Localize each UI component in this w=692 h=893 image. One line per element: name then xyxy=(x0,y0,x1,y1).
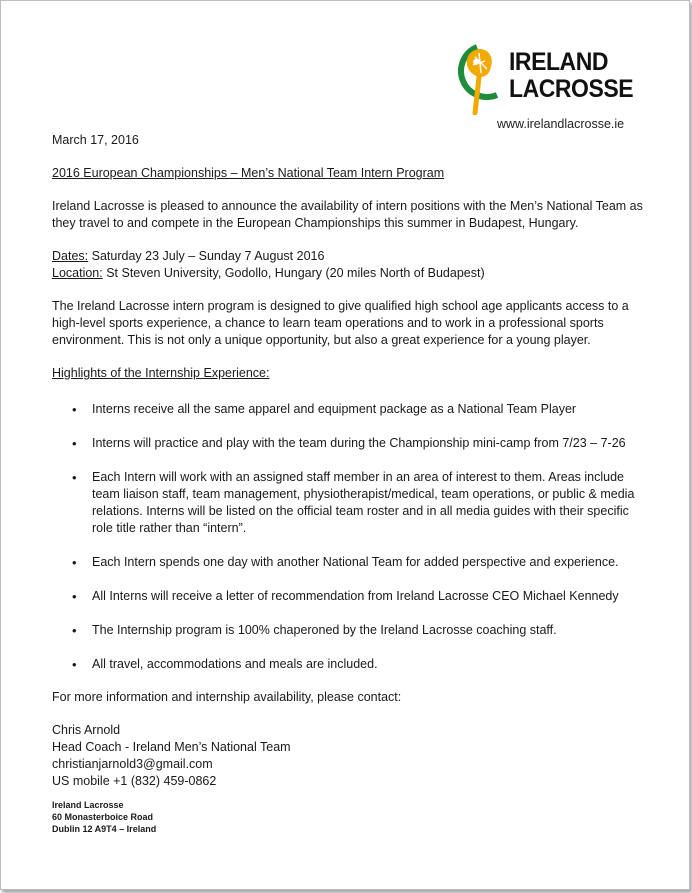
ireland-lacrosse-logo xyxy=(445,43,645,115)
website-url[interactable]: www.irelandlacrosse.ie xyxy=(497,117,625,131)
logo-line-ireland: IRELAND xyxy=(509,48,609,76)
letter-title: 2016 European Championships – Men’s National Team Intern Program xyxy=(52,166,445,180)
dates-line xyxy=(52,248,652,265)
contact-email[interactable]: christianjarnold3@gmail.com xyxy=(52,757,213,771)
list-item: • Interns will practice and play with the team during the Championship mini-camp from 7/23 – 7-26 xyxy=(52,435,652,452)
letter-date: March 17, 2016 xyxy=(52,133,139,147)
footer-org: Ireland Lacrosse xyxy=(52,800,124,810)
footer-street: 60 Monasterboice Road xyxy=(52,812,154,822)
location-value: St Steven University, Godollo, Hungary (20 miles North of Budapest) xyxy=(102,266,485,280)
contact-name: Chris Arnold xyxy=(52,723,121,737)
list-item: • All Interns will receive a letter of recommendation from Ireland Lacrosse CEO Michael Kennedy xyxy=(52,588,652,605)
list-item: • All travel, accommodations and meals are included. xyxy=(52,656,652,673)
list-item: • The Internship program is 100% chaperoned by the Ireland Lacrosse coaching staff. xyxy=(52,622,652,639)
highlights-list xyxy=(52,401,652,673)
footer-city: Dublin 12 A9T4 – Ireland xyxy=(52,824,157,834)
program-description: The Ireland Lacrosse intern program is designed to give qualified high school age applicants access to a high-level sports experience, a chance to learn team operations and to work in a professional sports environment. This is not only a unique opportunity, but also a great experience for a young player. xyxy=(52,299,629,347)
footer-address xyxy=(52,799,652,835)
location-label: Location: xyxy=(52,266,103,280)
letter-body xyxy=(52,132,652,835)
list-item: • Each Intern will work with an assigned staff member in an area of interest to them. Areas include team liaison staff, team management, physiotherapist/medical, team operations, or public & media relations. Interns will be listed on the official team roster and in all media guides with their specific role title rather than “intern”. xyxy=(52,469,652,537)
contact-phone: US mobile +1 (832) 459-0862 xyxy=(52,774,217,788)
list-item: • Interns receive all the same apparel and equipment package as a National Team Player xyxy=(52,401,652,418)
contact-intro: For more information and internship availability, please contact: xyxy=(52,690,402,704)
dates-value: Saturday 23 July – Sunday 7 August 2016 xyxy=(88,249,325,263)
list-item: • Each Intern spends one day with another National Team for added perspective and experience. xyxy=(52,554,652,571)
logo-line-lacrosse: LACROSSE xyxy=(509,75,634,103)
highlights-heading: Highlights of the Internship Experience: xyxy=(52,366,270,380)
intro-paragraph: Ireland Lacrosse is pleased to announce the availability of intern positions with the Men’s National Team as they travel to and compete in the European Championships this summer in Budapest, Hungary. xyxy=(52,199,643,230)
contact-role: Head Coach - Ireland Men’s National Team xyxy=(52,740,291,754)
logo-wordmark xyxy=(509,49,633,103)
location-line xyxy=(52,265,652,282)
lacrosse-stick-logo-icon xyxy=(445,43,505,115)
dates-label: Dates: xyxy=(52,249,89,263)
